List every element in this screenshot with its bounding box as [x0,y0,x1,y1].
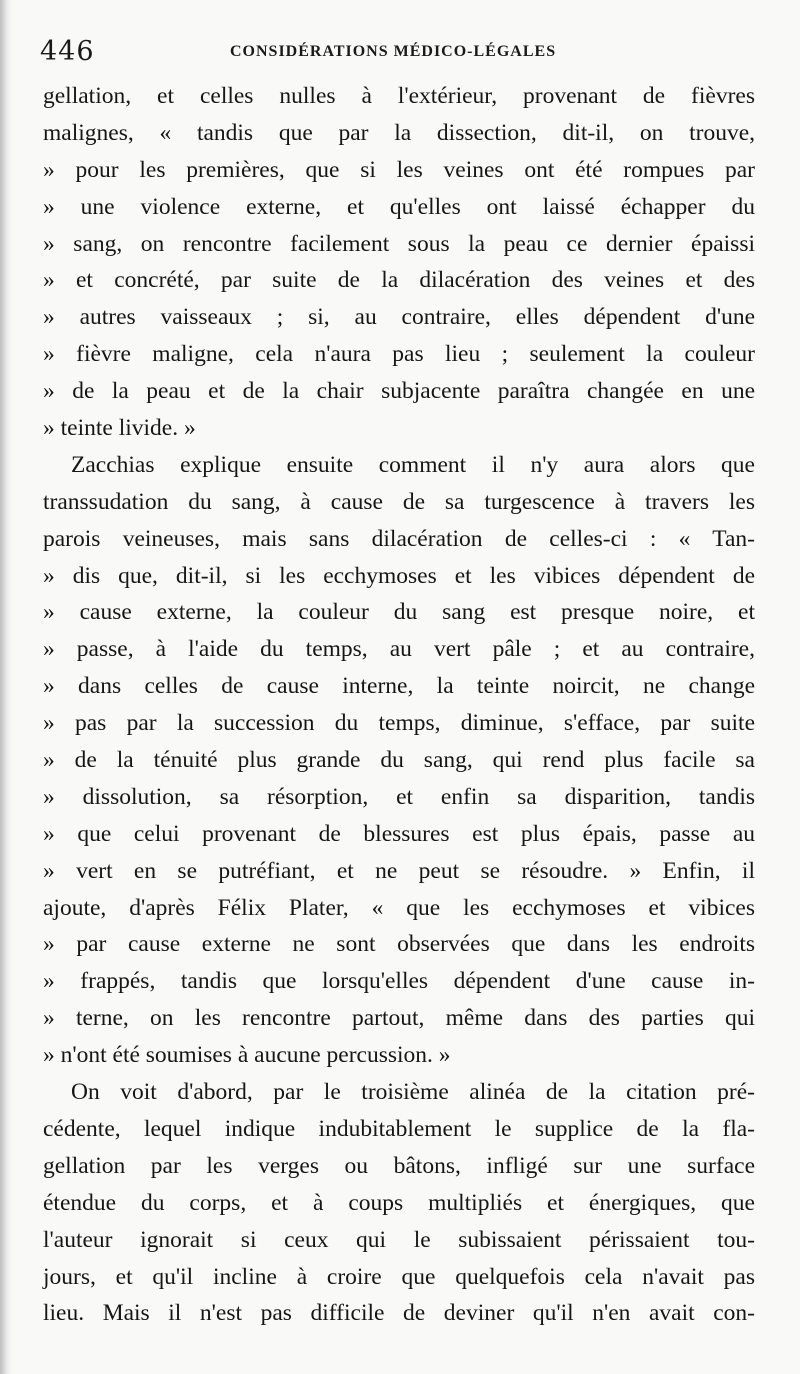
text-line: gellation, et celles nulles à l'extérieur, provenant de fièvres [43,83,755,109]
text-line-paragraph-start: Zacchias explique ensuite comment il n'y aura alors que [71,451,755,478]
text-line: malignes, « tandis que par la dissection, dit-il, on trouve, [43,119,755,146]
text-line: » autres vaisseaux ; si, au contraire, elles dépendent d'une [43,304,755,331]
page-number: 446 [40,36,95,67]
text-line: » de la peau et de la chair subjacente paraîtra changée en une [43,378,755,405]
text-line: ajoute, d'après Félix Plater, « que les ecchymoses et vibices [43,894,755,921]
text-line: » dans celles de cause interne, la teinte noircit, ne change [43,673,755,700]
text-line: » par cause externe ne sont observées que dans les endroits [43,931,755,958]
text-line: » que celui provenant de blessures est plus épais, passe au [43,820,755,847]
text-line: » pas par la succession du temps, diminue, s'efface, par suite [43,710,755,737]
page-binding-shadow [0,0,12,1374]
text-line: » de la ténuité plus grande du sang, qui rend plus facile sa [43,747,755,774]
text-line: étendue du corps, et à coups multipliés et énergiques, que [43,1189,755,1216]
text-line: » pour les premières, que si les veines ont été rompues par [43,156,755,183]
text-line: » frappés, tandis que lorsqu'elles dépendent d'une cause in- [43,968,755,995]
text-line-paragraph-start: On voit d'abord, par le troisième alinéa de la citation pré- [71,1079,755,1106]
text-line: cédente, lequel indique indubitablement le supplice de la fla- [43,1115,755,1142]
text-line: » dissolution, sa résorption, et enfin sa disparition, tandis [43,783,755,810]
text-line-paragraph-end: » n'ont été soumises à aucune percussion. » [43,1042,451,1069]
text-line: » terne, on les rencontre partout, même dans des parties qui [43,1005,755,1032]
text-line: » dis que, dit-il, si les ecchymoses et les vibices dépendent de [43,562,755,589]
text-line: » sang, on rencontre facilement sous la peau ce dernier épaissi [43,230,755,257]
page-header [40,34,760,74]
text-line: parois veineuses, mais sans dilacération de celles-ci : « Tan- [43,525,755,552]
text-line: transsudation du sang, à cause de sa turgescence à travers les [43,488,755,515]
text-line: gellation par les verges ou bâtons, infligé sur une surface [43,1152,755,1179]
text-line: » vert en se putréfiant, et ne peut se résoudre. » Enfin, il [43,857,755,884]
text-line: jours, et qu'il incline à croire que quelquefois cela n'avait pas [43,1263,755,1290]
text-line: lieu. Mais il n'est pas difficile de deviner qu'il n'en avait con- [43,1300,755,1327]
text-line-paragraph-end: » teinte livide. » [43,415,196,442]
text-line: » cause externe, la couleur du sang est presque noire, et [43,599,755,626]
text-line: » et concrété, par suite de la dilacération des veines et des [43,267,755,294]
text-line: l'auteur ignorait si ceux qui le subissaient périssaient tou- [43,1226,755,1253]
body-text [43,78,755,1332]
text-line: » une violence externe, et qu'elles ont laissé échapper du [43,193,755,220]
text-line: » passe, à l'aide du temps, au vert pâle ; et au contraire, [43,636,755,663]
text-line: » fièvre maligne, cela n'aura pas lieu ; seulement la couleur [43,341,755,368]
running-head: CONSIDÉRATIONS MÉDICO-LÉGALES [230,43,557,60]
